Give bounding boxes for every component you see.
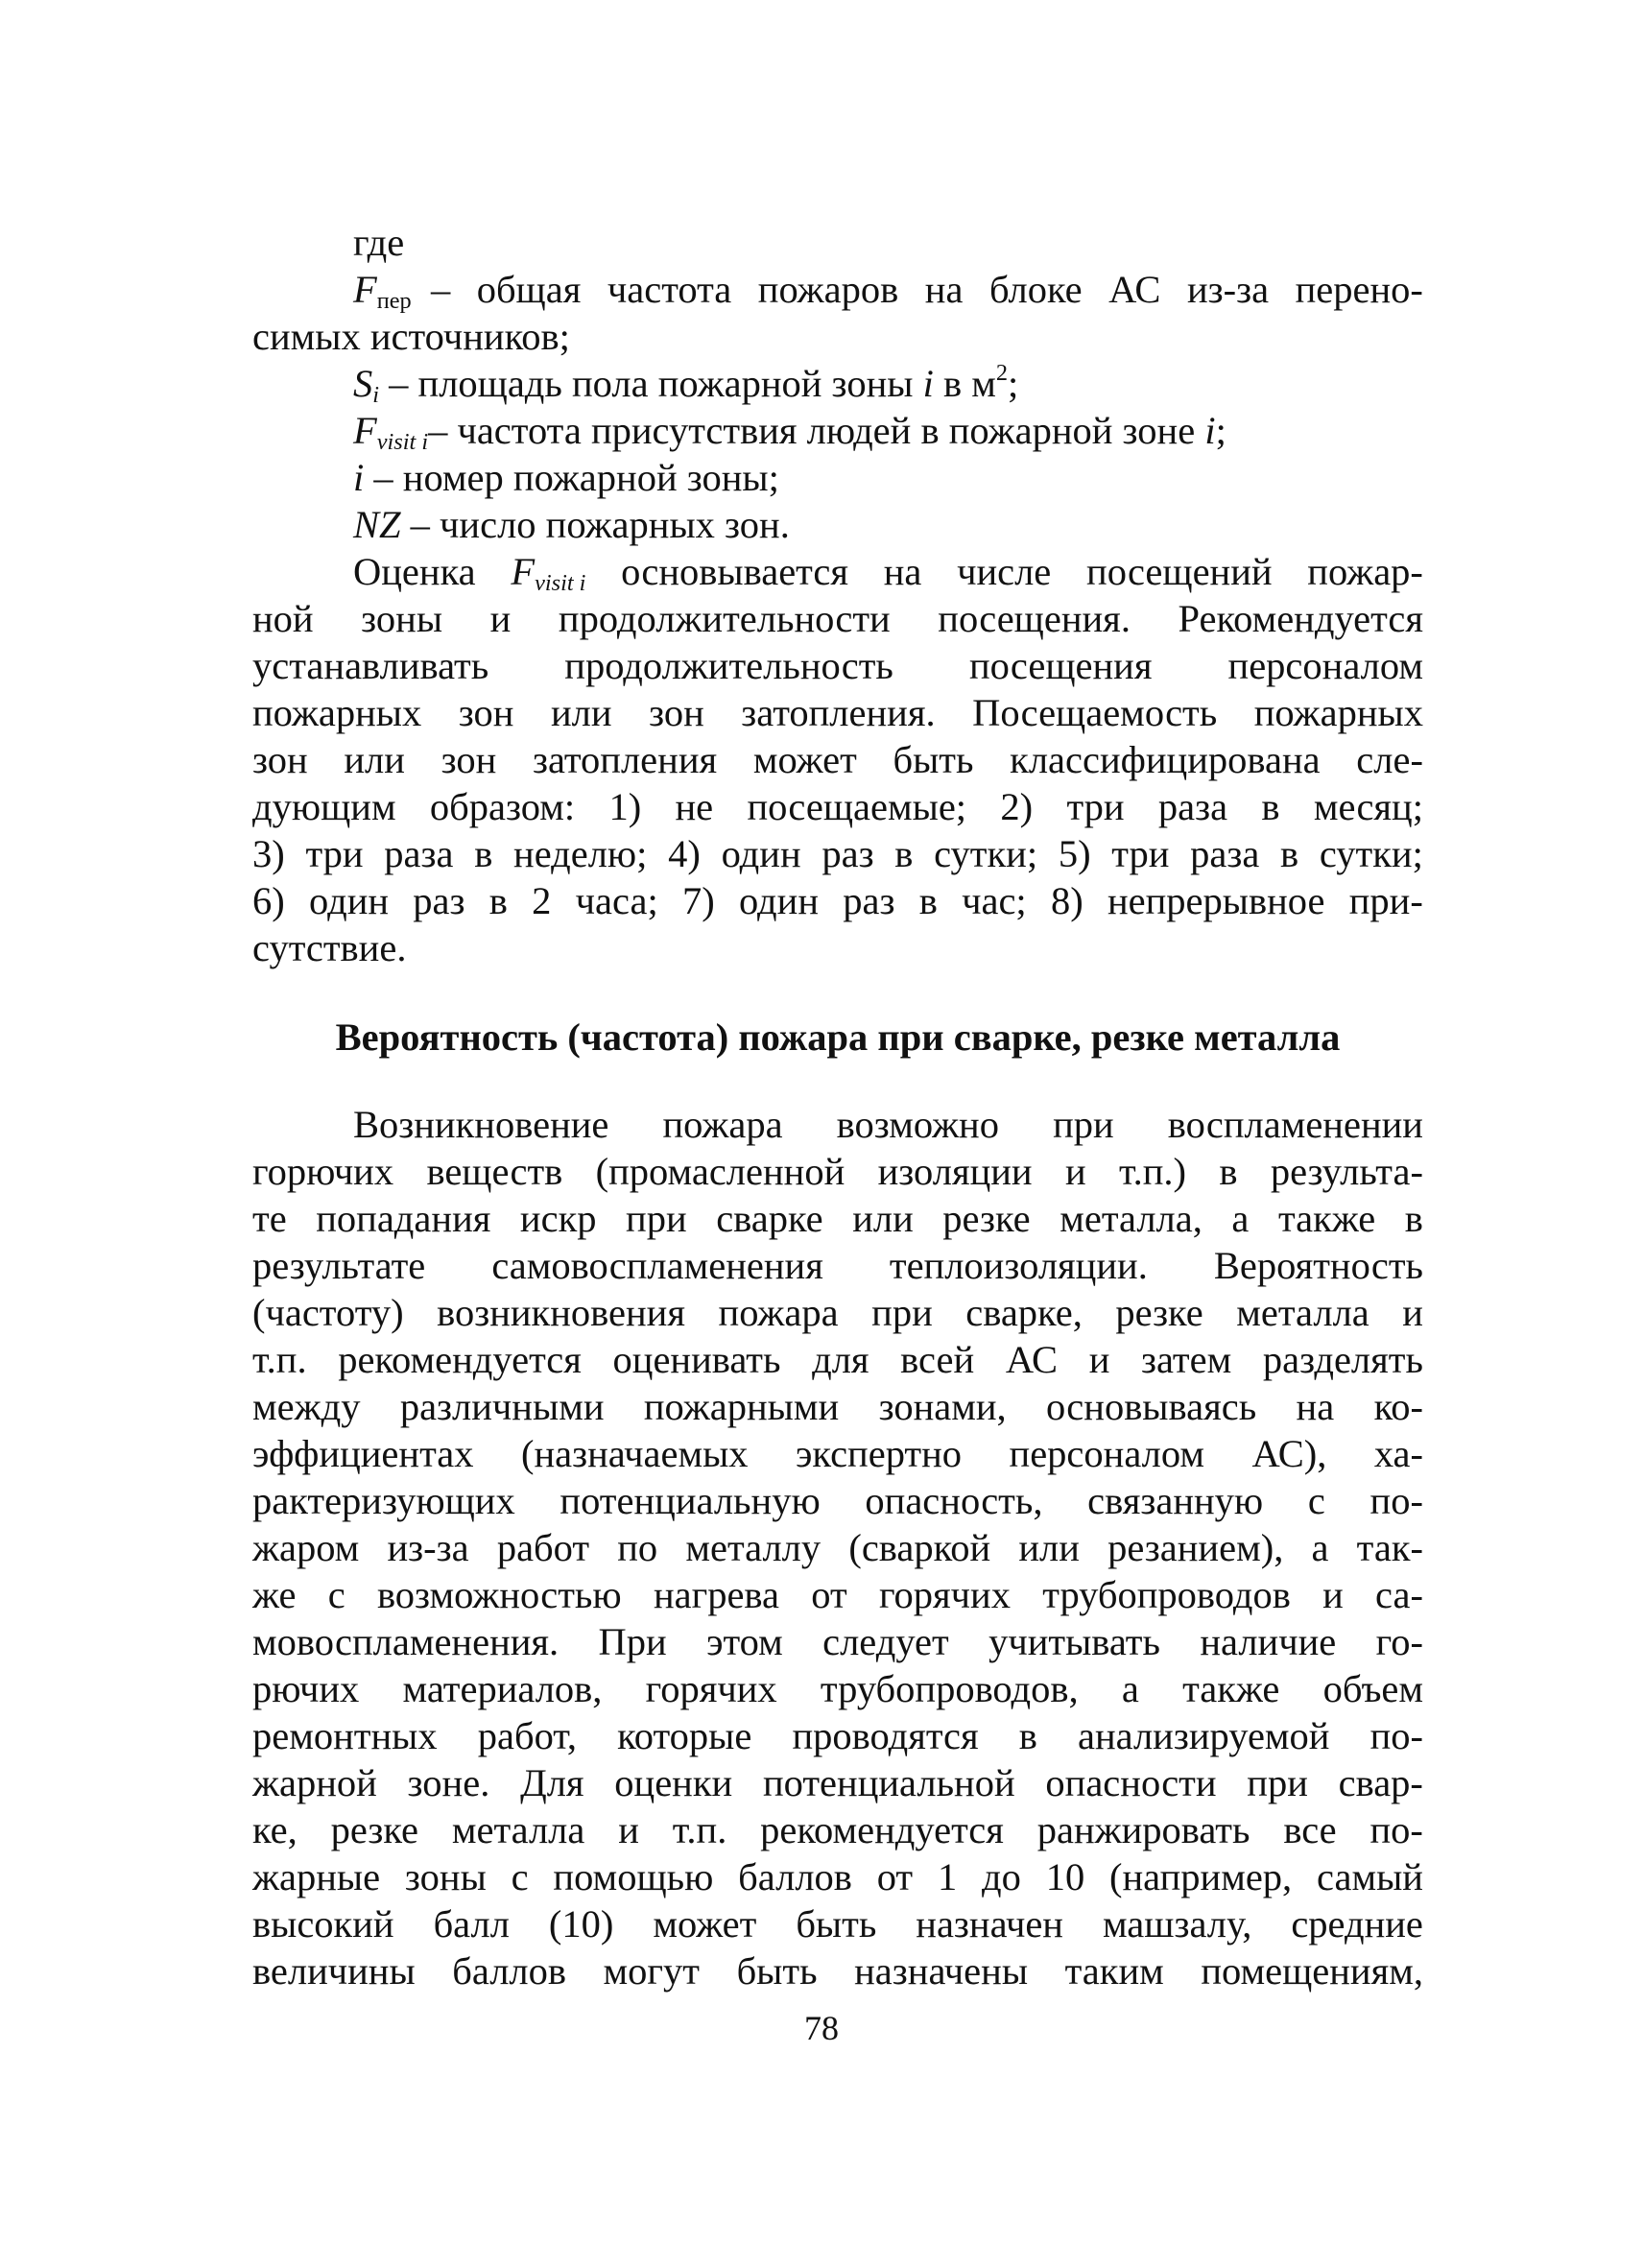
page-content — [252, 219, 1423, 1994]
paragraph-line: между различными пожарными зонами, основываясь на ко- — [252, 1385, 1423, 1428]
definition-fvisit-text: – частота присутствия людей в пожарной зоне — [428, 409, 1205, 452]
definition-fvisit — [252, 407, 1423, 454]
definition-i-text: – номер пожарной зоны; — [364, 456, 779, 499]
paragraph-line: горючих веществ (промасленной изоляции и т.п.) в результа- — [252, 1150, 1423, 1193]
paragraph-line: 6) один раз в 2 часа; 7) один раз в час; 8) непрерывное при- — [252, 879, 1423, 922]
paragraph-line: Возникновение пожара возможно при воспламенении — [353, 1103, 1423, 1146]
paragraph-line: эффициентах (назначаемых экспертно персоналом АС), ха- — [252, 1432, 1423, 1475]
subscript-fvisit: visit i — [376, 429, 429, 456]
definition-nz-text: – число пожарных зон. — [400, 503, 790, 546]
definitions-intro: где — [353, 221, 405, 264]
symbol-i: i — [353, 456, 365, 499]
definition-si-end: ; — [1008, 362, 1019, 405]
paragraph-line: устанавливать продолжительность посещения персоналом — [252, 644, 1423, 687]
definition-fper: $F_{пер}$ – общая частота пожаров на блоке АС из-за перено- — [353, 268, 1423, 315]
symbol-nz: NZ — [353, 503, 401, 546]
paragraph-line: ке, резке металла и т.п. рекомендуется ранжировать все по- — [252, 1808, 1423, 1851]
paragraph-line: зон или зон затопления может быть классифицирована сле- — [252, 738, 1423, 781]
paragraph-line: ной зоны и продолжительности посещения. Рекомендуется — [252, 597, 1423, 640]
subscript-si: i — [372, 382, 380, 409]
definition-fper-continuation: симых источников; — [252, 315, 570, 358]
definition-i — [252, 454, 1423, 501]
variable-i: i — [1204, 409, 1216, 452]
definition-si-text: – площадь пола пожарной зоны — [379, 362, 923, 405]
paragraph-line: дующим образом: 1) не посещаемые; 2) три раза в месяц; — [252, 785, 1423, 828]
symbol-si: S — [353, 362, 373, 405]
paragraph-line: мовоспламенения. При этом следует учитывать наличие го- — [252, 1620, 1423, 1663]
paragraph-line: результате самовоспламенения теплоизоляции. Вероятность — [252, 1244, 1423, 1287]
paragraph-line: величины баллов могут быть назначены таким помещениям, — [252, 1949, 1423, 1993]
paragraph-visit-frequency — [252, 548, 1423, 971]
paragraph-line: жарные зоны с помощью баллов от 1 до 10 (например, самый — [252, 1855, 1423, 1898]
definition-fvisit-end: ; — [1215, 409, 1226, 452]
paragraph-line: ремонтных работ, которые проводятся в анализируемой по- — [252, 1714, 1423, 1757]
paragraph-line: же с возможностью нагрева от горячих трубопроводов и са- — [252, 1573, 1423, 1616]
paragraph-line: высокий балл (10) может быть назначен машзалу, средние — [252, 1902, 1423, 1946]
definition-nz — [252, 501, 1423, 548]
paragraph-line: т.п. рекомендуется оценивать для всей АС и затем разделять — [252, 1338, 1423, 1381]
paragraph-line: те попадания искр при сварке или резке металла, а также в — [252, 1197, 1423, 1240]
paragraph-line: сутствие. — [252, 926, 407, 969]
paragraph-line: 3) три раза в неделю; 4) один раз в сутки; 5) три раза в сутки; — [252, 832, 1423, 875]
definition-si-unit: в м — [933, 362, 996, 405]
symbol-fvisit: F — [353, 409, 377, 452]
paragraph-line: Оценка $F_{visit i}$ основывается на числе посещений пожар- — [353, 550, 1423, 597]
paragraph-line: жаром из-за работ по металлу (сваркой или резанием), а так- — [252, 1526, 1423, 1569]
section-heading: Вероятность (частота) пожара при сварке, резке металла — [335, 1015, 1341, 1059]
definition-si — [252, 360, 1423, 407]
paragraph-line: (частоту) возникновения пожара при сварке, резке металла и — [252, 1291, 1423, 1334]
paragraph-line: рючих материалов, горячих трубопроводов, а также объем — [252, 1667, 1423, 1710]
superscript-2: 2 — [995, 360, 1009, 386]
paragraph-line: рактеризующих потенциальную опасность, связанную с по- — [252, 1479, 1423, 1522]
page-number: 78 — [804, 2009, 839, 2047]
paragraph-line: жарной зоне. Для оценки потенциальной опасности при свар- — [252, 1761, 1423, 1804]
paragraph-welding-fire — [252, 1101, 1423, 1994]
variable-i: i — [922, 362, 934, 405]
paragraph-line: пожарных зон или зон затопления. Посещаемость пожарных — [252, 691, 1423, 734]
